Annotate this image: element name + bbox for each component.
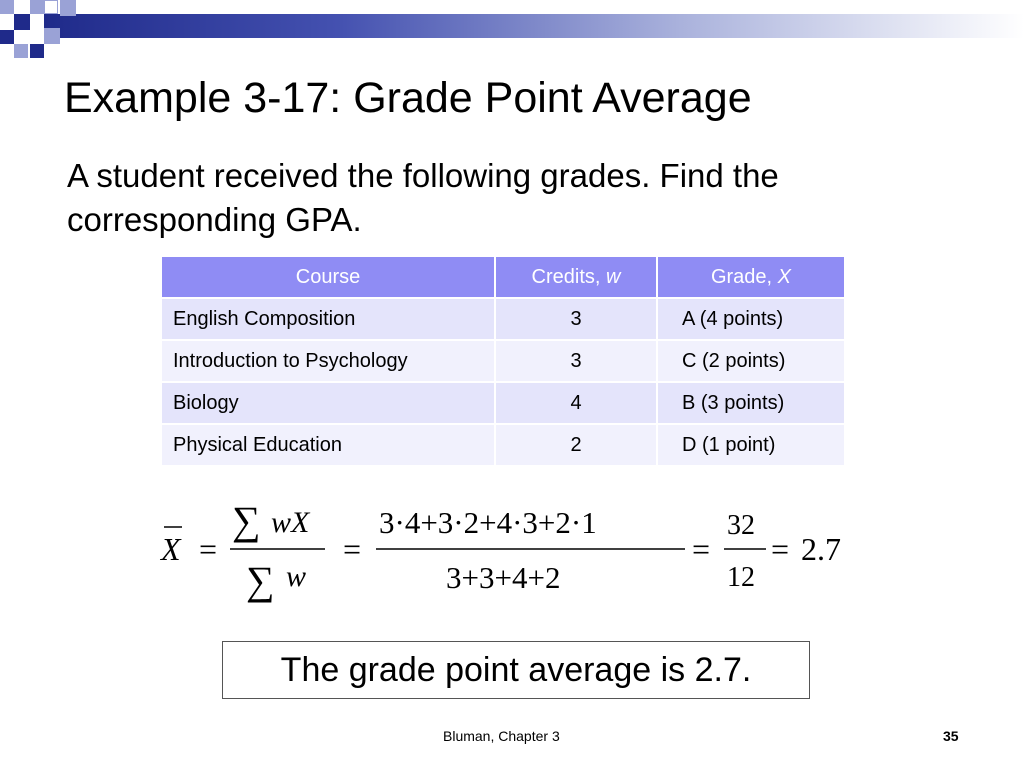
course-cell: Introduction to Psychology — [162, 340, 495, 382]
deco-square — [60, 0, 76, 16]
answer-text: The grade point average is 2.7. — [280, 650, 752, 689]
header-grade: Grade, X — [657, 257, 845, 298]
table-row — [162, 298, 845, 340]
equals-sign: = — [692, 531, 711, 567]
course-cell: Biology — [162, 382, 495, 424]
grades-table — [162, 257, 846, 467]
header-credits: Credits, w — [495, 257, 657, 298]
deco-square — [14, 44, 28, 58]
deco-square — [30, 44, 44, 58]
footer-text: Bluman, Chapter 3 — [443, 728, 560, 744]
grade-cell: D (1 point) — [657, 424, 845, 466]
fraction-numerator: 32 — [727, 510, 755, 541]
gpa-formula — [155, 490, 875, 610]
grade-cell: C (2 points) — [657, 340, 845, 382]
table-row — [162, 424, 845, 466]
slide-title: Example 3-17: Grade Point Average — [64, 74, 752, 122]
fraction-denominator: 12 — [727, 562, 755, 593]
deco-square — [30, 0, 44, 14]
page-number: 35 — [943, 728, 959, 744]
deco-square — [0, 30, 14, 44]
title-accent-bar — [44, 14, 1024, 38]
formula-result: 2.7 — [801, 531, 841, 567]
grade-cell: A (4 points) — [657, 298, 845, 340]
deco-square — [44, 0, 58, 14]
deco-square — [14, 14, 30, 30]
course-cell: Physical Education — [162, 424, 495, 466]
formula-svg — [155, 490, 875, 610]
xbar-symbol: X — [161, 531, 181, 567]
equals-sign: = — [771, 531, 790, 567]
credits-cell: 3 — [495, 298, 657, 340]
answer-box — [222, 641, 810, 699]
table-header-row — [162, 257, 845, 298]
table-row — [162, 340, 845, 382]
header-course: Course — [162, 257, 495, 298]
deco-square — [44, 28, 60, 44]
table-row — [162, 382, 845, 424]
deco-square — [0, 0, 14, 14]
equals-sign: = — [199, 531, 218, 567]
summation-icon: ∑ — [232, 498, 261, 543]
sum-denominator: w — [286, 560, 307, 593]
formula-denominator: 3+3+4+2 — [446, 560, 561, 595]
course-cell: English Composition — [162, 298, 495, 340]
sum-numerator: wX — [271, 506, 310, 539]
summation-icon: ∑ — [246, 558, 275, 603]
credits-cell: 4 — [495, 382, 657, 424]
grade-cell: B (3 points) — [657, 382, 845, 424]
credits-cell: 2 — [495, 424, 657, 466]
formula-numerator: 3·4+3·2+4·3+2·1 — [379, 505, 597, 540]
intro-text: A student received the following grades. Find the corresponding GPA. — [67, 157, 779, 238]
credits-cell: 3 — [495, 340, 657, 382]
equals-sign: = — [343, 531, 362, 567]
